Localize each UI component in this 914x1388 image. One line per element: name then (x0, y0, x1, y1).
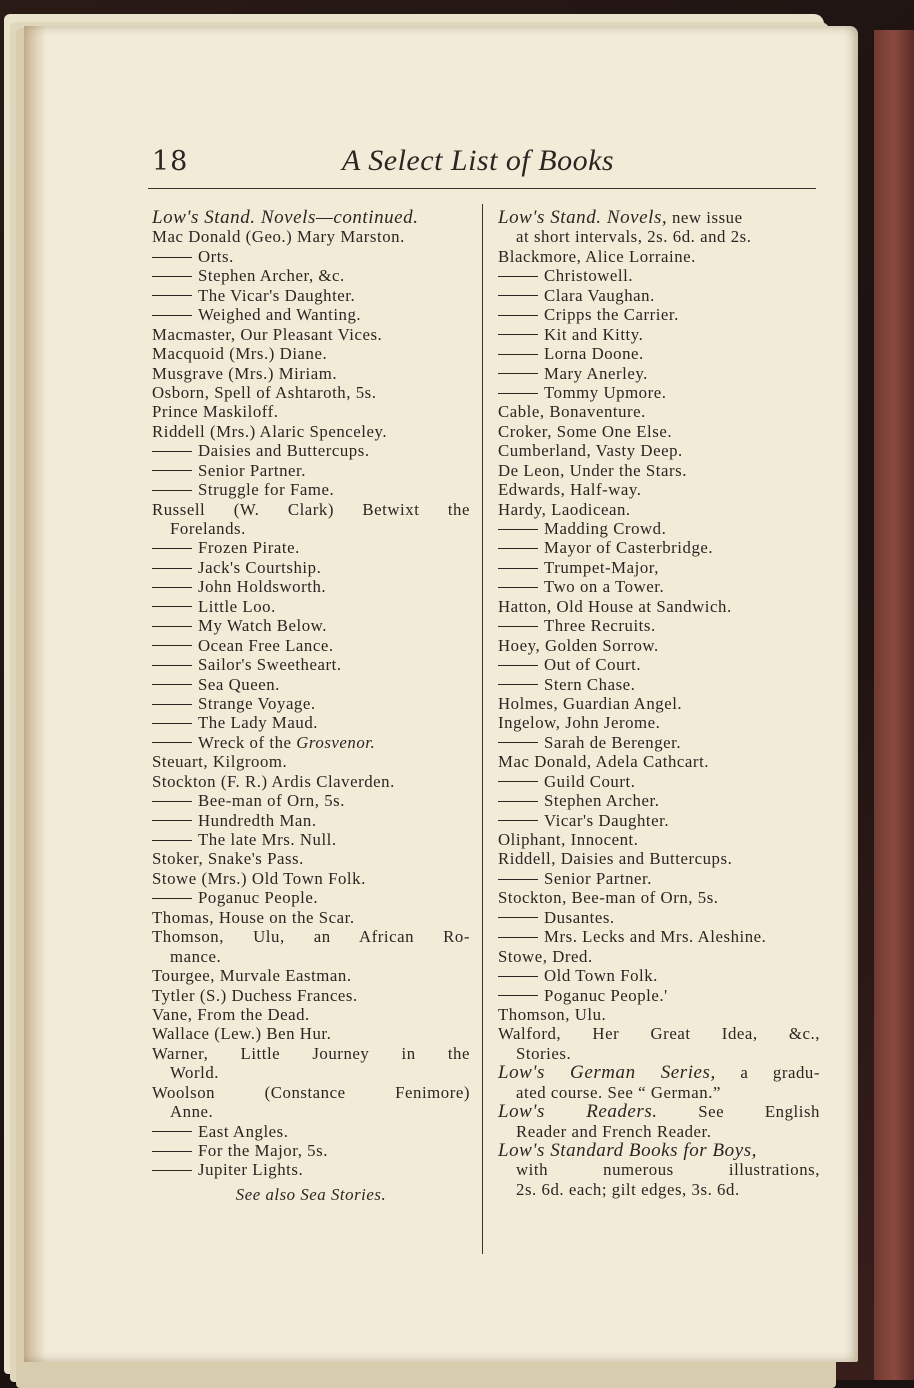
catalog-entry (498, 325, 820, 344)
catalog-entry (498, 655, 820, 674)
ditto-dash (152, 820, 192, 821)
ditto-dash (152, 1170, 192, 1171)
ditto-dash (498, 529, 538, 530)
catalog-entry (152, 966, 470, 985)
catalog-entry (152, 1185, 470, 1204)
entry-text: John Holdsworth. (198, 577, 327, 597)
entry-text: Wreck of the (198, 732, 297, 752)
entry-text: Forelands. (170, 519, 246, 538)
ditto-dash (498, 354, 538, 355)
ditto-dash (498, 587, 538, 588)
running-title: A Select List of Books (342, 144, 615, 177)
catalog-entry (498, 577, 820, 596)
catalog-entry (498, 830, 820, 849)
ditto-dash (498, 373, 538, 374)
entry-text: Tourgee, Murvale Eastman. (152, 966, 352, 986)
entry-text: Orts. (198, 246, 234, 266)
ditto-dash (498, 334, 538, 335)
catalog-entry (498, 519, 820, 538)
catalog-entry (152, 344, 470, 363)
entry-text: Osborn, Spell of Ashtaroth, 5s. (152, 382, 377, 402)
catalog-entry (498, 791, 820, 810)
ditto-dash (152, 587, 192, 588)
ditto-dash (152, 723, 192, 724)
entry-text: Macquoid (Mrs.) Diane. (152, 344, 328, 364)
entry-text: For the Major, 5s. (198, 1141, 328, 1160)
catalog-entry (498, 986, 820, 1005)
entry-text: Stern Chase. (544, 674, 636, 694)
entry-text: The Vicar's Daughter. (198, 285, 356, 305)
entry-text: See also Sea Stories. (235, 1184, 387, 1204)
catalog-entry (152, 1160, 470, 1179)
ditto-dash (152, 295, 192, 296)
catalog-entry (498, 1102, 820, 1121)
catalog-entry (152, 519, 470, 538)
catalog-entry (498, 247, 820, 266)
catalog-entry (152, 597, 470, 616)
entry-text: Thomson, Ulu, an African Ro- (152, 927, 470, 947)
entry-text: Vicar's Daughter. (544, 810, 670, 830)
entry-text: Stowe (Mrs.) Old Town Folk. (152, 868, 366, 888)
entry-text: My Watch Below. (198, 616, 328, 636)
catalog-entry (152, 908, 470, 927)
entry-text: Wallace (Lew.) Ben Hur. (152, 1024, 332, 1044)
entry-text: Cumberland, Vasty Deep. (498, 441, 683, 461)
catalog-entry (498, 752, 820, 771)
catalog-entry (152, 713, 470, 732)
catalog-entry (152, 1005, 470, 1024)
entry-text: Riddell (Mrs.) Alaric Spenceley. (152, 421, 388, 441)
entry-text: Trumpet-Major, (544, 557, 660, 577)
entry-text: Daisies and Buttercups. (198, 441, 370, 461)
catalog-entry (498, 383, 820, 402)
entry-text: Tommy Upmore. (544, 382, 667, 402)
catalog-entry (152, 538, 470, 557)
entry-text: Thomas, House on the Scar. (152, 907, 355, 927)
entry-text: De Leon, Under the Stars. (498, 460, 687, 480)
catalog-entry (498, 927, 820, 946)
entry-text: Weighed and Wanting. (198, 305, 362, 325)
entry-text: The Lady Maud. (198, 713, 319, 733)
catalog-entry (498, 597, 820, 616)
catalog-entry (498, 1005, 820, 1024)
entry-text: Edwards, Half-way. (498, 480, 642, 500)
catalog-entry (498, 500, 820, 519)
entry-text: Jupiter Lights. (198, 1160, 304, 1180)
catalog-entry (498, 1024, 820, 1043)
catalog-entry (498, 908, 820, 927)
ditto-dash (498, 820, 538, 821)
catalog-entry (152, 325, 470, 344)
catalog-entry (152, 888, 470, 907)
catalog-entry (152, 947, 470, 966)
entry-text: Frozen Pirate. (198, 538, 300, 558)
catalog-entry (498, 733, 820, 752)
catalog-entry (498, 208, 820, 227)
catalog-entry (498, 305, 820, 324)
ditto-dash (498, 937, 538, 938)
ditto-dash (152, 568, 192, 569)
catalog-entry (498, 616, 820, 635)
ditto-dash (498, 548, 538, 549)
ditto-dash (152, 801, 192, 802)
ditto-dash (152, 1131, 192, 1132)
entry-text: Low's Stand. Novels—continued. (152, 207, 419, 228)
entry-text: Lorna Doone. (544, 344, 644, 364)
entry-text: Prince Maskiloff. (152, 402, 279, 422)
entry-text: Ingelow, John Jerome. (498, 713, 661, 733)
catalog-entry (152, 616, 470, 635)
catalog-entry (152, 1122, 470, 1141)
entry-text: at short intervals, 2s. 6d. and 2s. (516, 227, 752, 247)
entry-text: Croker, Some One Else. (498, 421, 673, 441)
entry-text: Stephen Archer, &c. (198, 266, 345, 286)
catalog-entry (498, 1044, 820, 1063)
catalog-entry (152, 1063, 470, 1082)
entry-text: Clara Vaughan. (544, 285, 655, 305)
right-column (498, 208, 820, 1199)
series-title: Low's German Series, (498, 1062, 716, 1084)
entry-text: Oliphant, Innocent. (498, 830, 639, 849)
ditto-dash (498, 742, 538, 743)
catalog-entry (498, 675, 820, 694)
catalog-entry (498, 1160, 820, 1179)
ditto-dash (152, 451, 192, 452)
ditto-dash (152, 1151, 192, 1152)
ditto-dash (498, 684, 538, 685)
entry-text: Riddell, Daisies and Buttercups. (498, 849, 733, 869)
entry-text: Woolson (Constance Fenimore) (152, 1082, 470, 1102)
left-column (152, 208, 470, 1204)
catalog-entry (152, 441, 470, 460)
ditto-dash (152, 645, 192, 646)
ditto-dash (498, 276, 538, 277)
entry-text: Three Recruits. (544, 616, 656, 636)
ditto-dash (498, 295, 538, 296)
catalog-entry (498, 694, 820, 713)
entry-text: Dusantes. (544, 907, 615, 927)
series-title: Low's Readers. (498, 1101, 658, 1123)
entry-text: Stowe, Dred. (498, 946, 593, 966)
catalog-entry (498, 811, 820, 830)
ditto-dash (498, 665, 538, 666)
entry-text: Mac Donald (Geo.) Mary Marston. (152, 227, 405, 247)
catalog-entry (498, 1141, 820, 1160)
ditto-dash (152, 548, 192, 549)
entry-text: Senior Partner. (544, 868, 652, 888)
catalog-entry (152, 480, 470, 499)
catalog-entry (152, 694, 470, 713)
catalog-entry (498, 480, 820, 499)
entry-text: Cripps the Carrier. (544, 305, 679, 325)
entry-text: Little Loo. (198, 596, 276, 616)
catalog-entry (152, 247, 470, 266)
entry-text: ated course. See “ German.” (516, 1082, 721, 1102)
catalog-entry (152, 286, 470, 305)
catalog-entry (152, 1024, 470, 1043)
cover-edge (874, 30, 914, 1380)
catalog-entry (152, 849, 470, 868)
entry-text: Mayor of Casterbridge. (544, 538, 714, 558)
entry-text: Thomson, Ulu. (498, 1004, 607, 1024)
catalog-entry (498, 286, 820, 305)
entry-text: a gradu- (715, 1063, 820, 1083)
catalog-entry (498, 344, 820, 363)
ditto-dash (498, 568, 538, 569)
catalog-entry (498, 869, 820, 888)
entry-text: Strange Voyage. (198, 693, 316, 713)
ditto-dash (498, 995, 538, 996)
entry-text: Reader and French Reader. (516, 1121, 712, 1141)
catalog-entry (152, 208, 470, 227)
entry-text: Cable, Bonaventure. (498, 402, 646, 422)
entry-text: Holmes, Guardian Angel. (498, 693, 683, 713)
entry-text: Sarah de Berenger. (544, 732, 682, 752)
catalog-entry (152, 1083, 470, 1102)
entry-text: Macmaster, Our Pleasant Vices. (152, 324, 383, 344)
catalog-entry (498, 772, 820, 791)
entry-text: Senior Partner. (198, 460, 306, 480)
catalog-entry (498, 227, 820, 246)
entry-text: World. (170, 1063, 220, 1083)
catalog-entry (152, 1141, 470, 1160)
ditto-dash (152, 490, 192, 491)
entry-text: Poganuc People.' (544, 985, 668, 1005)
catalog-entry (498, 461, 820, 480)
entry-text: Stockton (F. R.) Ardis Claverden. (152, 771, 395, 791)
catalog-entry (152, 752, 470, 771)
ditto-dash (152, 470, 192, 471)
catalog-entry (152, 636, 470, 655)
catalog-entry (498, 888, 820, 907)
catalog-entry (152, 675, 470, 694)
book-page (24, 26, 858, 1362)
entry-text: Sea Queen. (198, 674, 280, 694)
entry-text: with numerous illustrations, (516, 1160, 820, 1180)
entry-text: Walford, Her Great Idea, &c., (498, 1024, 820, 1044)
entry-text: Stoker, Snake's Pass. (152, 849, 304, 869)
series-title: Low's Stand. Novels, (498, 207, 668, 228)
catalog-entry (152, 383, 470, 402)
catalog-entry (498, 1122, 820, 1141)
catalog-entry (498, 538, 820, 557)
column-divider (482, 204, 483, 1254)
ditto-dash (152, 742, 192, 743)
catalog-entry (498, 266, 820, 285)
entry-text: Russell (W. Clark) Betwixt the (152, 499, 470, 519)
entry-text: mance. (170, 946, 222, 966)
catalog-entry (498, 966, 820, 985)
catalog-entry (498, 849, 820, 868)
ditto-dash (152, 704, 192, 705)
ditto-dash (152, 276, 192, 277)
ditto-dash (498, 315, 538, 316)
entry-text: Tytler (S.) Duchess Frances. (152, 985, 358, 1005)
entry-text: Old Town Folk. (544, 966, 658, 986)
entry-text: Blackmore, Alice Lorraine. (498, 246, 696, 266)
catalog-entry (498, 422, 820, 441)
entry-text: Mary Anerley. (544, 363, 648, 383)
entry-text: Stephen Archer. (544, 791, 660, 811)
catalog-entry (152, 1102, 470, 1121)
entry-text: Hatton, Old House at Sandwich. (498, 596, 732, 616)
page-number: 18 (152, 146, 189, 177)
catalog-entry (152, 500, 470, 519)
catalog-entry (498, 1180, 820, 1199)
ditto-dash (498, 626, 538, 627)
ditto-dash (152, 626, 192, 627)
catalog-entry (152, 577, 470, 596)
catalog-entry (498, 402, 820, 421)
catalog-entry (498, 636, 820, 655)
catalog-entry (152, 733, 470, 752)
ditto-dash (152, 684, 192, 685)
entry-text: Sailor's Sweetheart. (198, 655, 342, 675)
entry-text: Bee-man of Orn, 5s. (198, 791, 345, 811)
entry-text: Vane, From the Dead. (152, 1004, 310, 1024)
ditto-dash (152, 257, 192, 258)
entry-text: Madding Crowd. (544, 519, 667, 538)
ditto-dash (498, 781, 538, 782)
catalog-entry (152, 791, 470, 810)
ditto-dash (498, 976, 538, 977)
header-rule (148, 188, 816, 189)
ditto-dash (498, 879, 538, 880)
entry-text: new issue (667, 208, 743, 227)
entry-text: Mac Donald, Adela Cathcart. (498, 752, 710, 772)
catalog-entry (152, 869, 470, 888)
catalog-entry (152, 402, 470, 421)
entry-text: Anne. (170, 1102, 214, 1122)
entry-text: Stories. (516, 1043, 572, 1063)
entry-text: 2s. 6d. each; gilt edges, 3s. 6d. (516, 1179, 740, 1199)
catalog-entry (152, 364, 470, 383)
catalog-entry (152, 830, 470, 849)
ditto-dash (152, 315, 192, 316)
entry-text: Guild Court. (544, 771, 636, 791)
catalog-entry (152, 927, 470, 946)
entry-text: Hoey, Golden Sorrow. (498, 635, 659, 655)
catalog-entry (498, 441, 820, 460)
catalog-entry (152, 266, 470, 285)
entry-text: Musgrave (Mrs.) Miriam. (152, 363, 338, 383)
entry-text: Warner, Little Journey in the (152, 1043, 470, 1063)
entry-text: Two on a Tower. (544, 577, 665, 597)
page-gutter (24, 26, 46, 1362)
entry-text: Hundredth Man. (198, 810, 317, 830)
entry-italic-text: Grosvenor. (296, 732, 376, 752)
ditto-dash (498, 917, 538, 918)
ditto-dash (152, 606, 192, 607)
catalog-entry (152, 422, 470, 441)
entry-text: Ocean Free Lance. (198, 635, 334, 655)
entry-text: Poganuc People. (198, 888, 319, 908)
ditto-dash (152, 665, 192, 666)
entry-text: Struggle for Fame. (198, 480, 335, 500)
entry-text: Jack's Courtship. (198, 557, 322, 577)
entry-text: Out of Court. (544, 655, 642, 675)
catalog-entry (498, 1063, 820, 1082)
catalog-entry (498, 947, 820, 966)
ditto-dash (498, 393, 538, 394)
catalog-entry (152, 986, 470, 1005)
catalog-entry (152, 811, 470, 830)
entry-text: Christowell. (544, 266, 634, 286)
catalog-entry (152, 461, 470, 480)
entry-text: Steuart, Kilgroom. (152, 752, 288, 772)
entry-text: East Angles. (198, 1121, 289, 1141)
catalog-entry (152, 1044, 470, 1063)
catalog-entry (152, 558, 470, 577)
catalog-entry (152, 227, 470, 246)
ditto-dash (152, 840, 192, 841)
ditto-dash (498, 801, 538, 802)
catalog-entry (498, 364, 820, 383)
entry-text: Hardy, Laodicean. (498, 499, 631, 519)
catalog-entry (152, 772, 470, 791)
catalog-entry (152, 655, 470, 674)
entry-text: Kit and Kitty. (544, 324, 644, 344)
catalog-entry (498, 558, 820, 577)
entry-text: See English (657, 1102, 820, 1122)
catalog-entry (498, 1083, 820, 1102)
series-title: Low's Standard Books for Boys, (498, 1140, 757, 1161)
catalog-entry (498, 713, 820, 732)
entry-text: Mrs. Lecks and Mrs. Aleshine. (544, 927, 767, 947)
ditto-dash (152, 898, 192, 899)
entry-text: Stockton, Bee-man of Orn, 5s. (498, 888, 719, 908)
catalog-entry (152, 305, 470, 324)
entry-text: The late Mrs. Null. (198, 830, 337, 849)
